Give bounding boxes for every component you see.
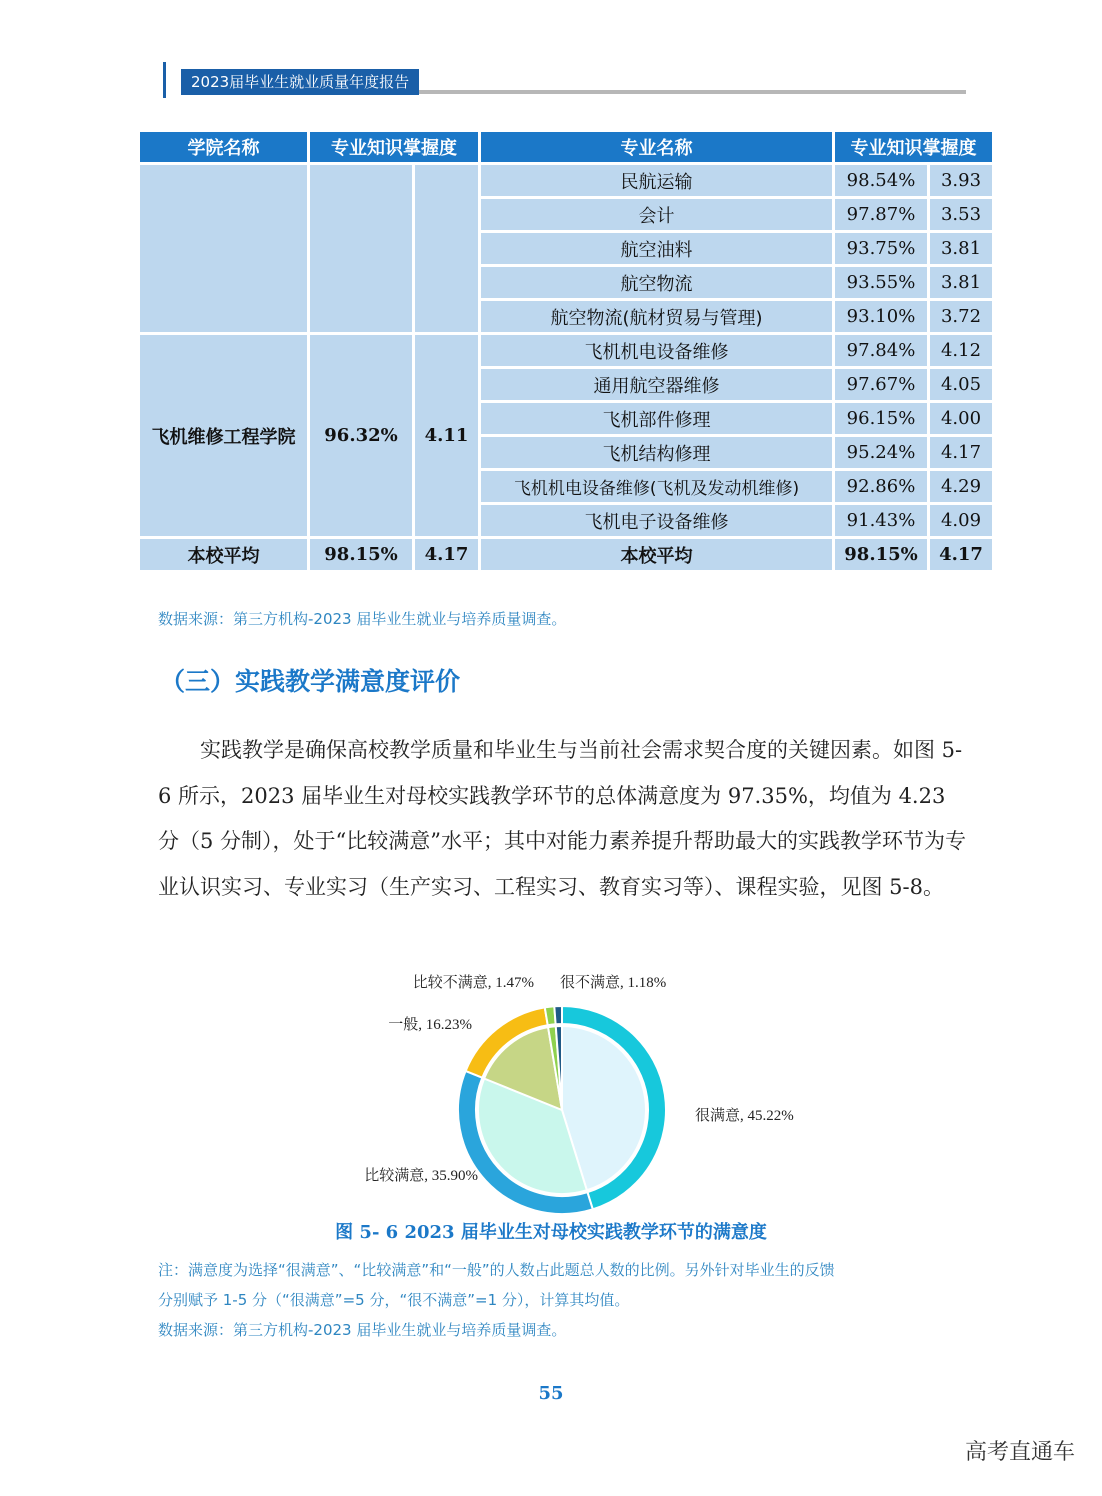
major-score: 3.53 [930, 199, 992, 230]
satisfaction-pie-svg [330, 960, 850, 1220]
major-name: 会计 [481, 199, 832, 230]
pie-label-3: 比较不满意, 1.47% [412, 975, 534, 991]
pie-label-0: 很满意, 45.22% [695, 1108, 794, 1124]
major-pct: 91.43% [835, 505, 927, 536]
avg-score-right: 4.17 [930, 539, 992, 570]
major-score: 3.81 [930, 233, 992, 264]
major-score: 4.12 [930, 335, 992, 366]
chart-data-source: 数据来源：第三方机构-2023 届毕业生就业与培养质量调查。 [158, 1321, 567, 1339]
watermark-text: 高考直通车 [965, 1440, 1076, 1465]
major-pct: 93.10% [835, 301, 927, 332]
major-name: 飞机机电设备维修(飞机及发动机维修) [481, 471, 832, 502]
major-pct: 95.24% [835, 437, 927, 468]
avg-label-left: 本校平均 [140, 539, 307, 570]
note-line-1: 注：满意度为选择“很满意”、“比较满意”和“一般”的人数占此题总人数的比例。另外针对毕业生的反馈 [158, 1261, 835, 1279]
major-score: 3.72 [930, 301, 992, 332]
body-paragraph: 实践教学是确保高校教学质量和毕业生与当前社会需求契合度的关键因素。如图 5-6 所示，2023 届毕业生对母校实践教学环节的总体满意度为 97.35%，均值为 4.23 分（5 分制），处于“比较满意”水平；其中对能力素养提升帮助最大的实践教学环节为专业认识实习、专业实习（生产实习、工程实习、教育实习等）、课程实验，见图 5-8。 [158, 738, 967, 899]
major-pct: 97.87% [835, 199, 927, 230]
major-name: 航空油料 [481, 233, 832, 264]
major-name: 通用航空器维修 [481, 369, 832, 400]
avg-label-right: 本校平均 [481, 539, 832, 570]
figure-caption: 图 5- 6 2023 届毕业生对母校实践教学环节的满意度 [335, 1222, 767, 1243]
table-average-row [140, 539, 992, 570]
major-name: 飞机机电设备维修 [481, 335, 832, 366]
college-name: 飞机维修工程学院 [140, 335, 307, 536]
major-score: 4.00 [930, 403, 992, 434]
major-pct: 98.54% [835, 165, 927, 196]
college-cell-empty [140, 165, 307, 332]
header-accent-bar [163, 62, 166, 98]
college-pct: 96.32% [310, 335, 412, 536]
college-pct-empty [310, 165, 412, 332]
avg-pct-right: 98.15% [835, 539, 927, 570]
satisfaction-chart [330, 960, 850, 1220]
col-header-major-mastery: 专业知识掌握度 [835, 132, 992, 162]
major-score: 4.29 [930, 471, 992, 502]
avg-pct-left: 98.15% [310, 539, 412, 570]
table-header-row [140, 132, 992, 162]
major-score: 3.93 [930, 165, 992, 196]
table-row [140, 335, 992, 366]
pie-label-4: 很不满意, 1.18% [560, 975, 667, 991]
major-pct: 96.15% [835, 403, 927, 434]
section-title: （三）实践教学满意度评价 [160, 667, 461, 696]
major-score: 4.09 [930, 505, 992, 536]
major-pct: 97.84% [835, 335, 927, 366]
knowledge-mastery-table [137, 129, 995, 573]
pie-slice-outer-4 [554, 1006, 562, 1024]
major-name: 航空物流(航材贸易与管理) [481, 301, 832, 332]
major-pct: 93.55% [835, 267, 927, 298]
major-score: 3.81 [930, 267, 992, 298]
major-pct: 93.75% [835, 233, 927, 264]
major-pct: 92.86% [835, 471, 927, 502]
col-header-college: 学院名称 [140, 132, 307, 162]
pie-label-2: 一般, 16.23% [388, 1017, 472, 1033]
major-score: 4.05 [930, 369, 992, 400]
college-score-empty [415, 165, 478, 332]
college-score: 4.11 [415, 335, 478, 536]
major-name: 飞机部件修理 [481, 403, 832, 434]
col-header-college-mastery: 专业知识掌握度 [310, 132, 478, 162]
major-name: 民航运输 [481, 165, 832, 196]
pie-label-1: 比较满意, 35.90% [364, 1168, 478, 1184]
col-header-major: 专业名称 [481, 132, 832, 162]
page-number: 55 [538, 1383, 564, 1404]
avg-score-left: 4.17 [415, 539, 478, 570]
major-name: 航空物流 [481, 267, 832, 298]
major-score: 4.17 [930, 437, 992, 468]
header-title: 2023届毕业生就业质量年度报告 [181, 69, 419, 95]
table-data-source: 数据来源：第三方机构-2023 届毕业生就业与培养质量调查。 [158, 610, 567, 628]
table-row [140, 165, 992, 196]
note-line-2: 分别赋予 1-5 分（“很满意”=5 分，“很不满意”=1 分），计算其均值。 [158, 1291, 630, 1309]
major-pct: 97.67% [835, 369, 927, 400]
major-name: 飞机结构修理 [481, 437, 832, 468]
major-name: 飞机电子设备维修 [481, 505, 832, 536]
